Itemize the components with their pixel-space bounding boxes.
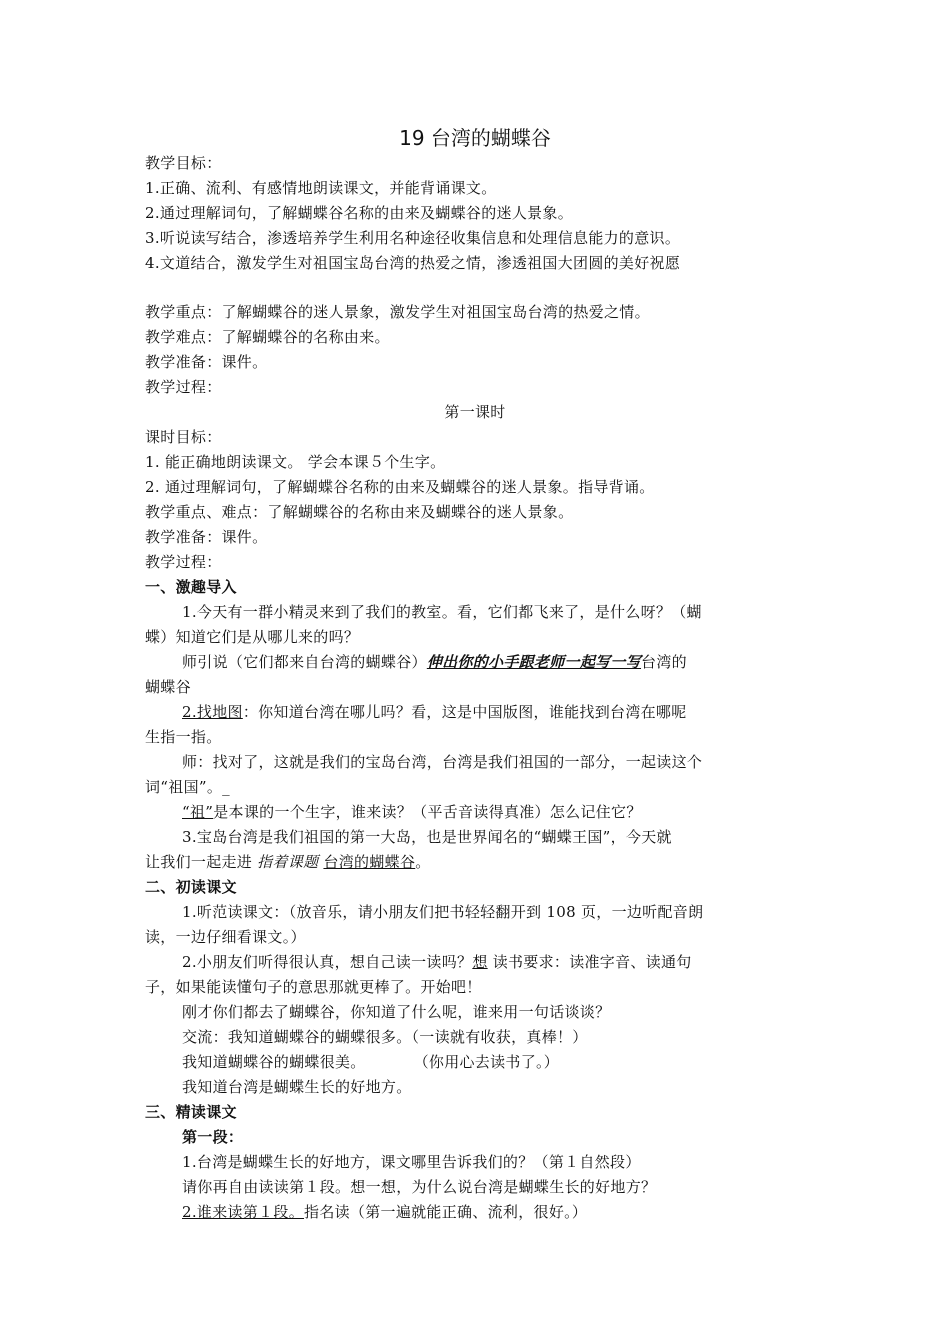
text-run: （你用心去读书了。）: [413, 1053, 560, 1071]
lesson-key: 教学重点、难点：了解蝴蝶谷的名称由来及蝴蝶谷的迷人景象。: [145, 503, 574, 521]
difficulty: 教学难点：了解蝴蝶谷的名称由来。: [145, 328, 390, 346]
paragraph-line: 生指一指。: [145, 728, 222, 746]
text-run: 让我们一起走进: [145, 853, 258, 871]
paragraph-line: 请你再自由读读第１段。想一想，为什么说台湾是蝴蝶生长的好地方？: [182, 1178, 657, 1196]
lesson-title: 第一课时: [444, 403, 506, 421]
lesson-goal-line: 2. 通过理解词句，了解蝴蝶谷名称的由来及蝴蝶谷的迷人景象。指导背诵。: [145, 478, 655, 496]
section-heading: 二、初读课文: [145, 878, 237, 896]
text-run: 2.小朋友们听得很认真，想自己读一读吗？: [182, 953, 473, 971]
goals-heading: 教学目标：: [145, 154, 222, 172]
paragraph-line: [182, 700, 852, 724]
paragraph-line: 蝴蝶谷: [145, 678, 191, 696]
text-run: 是本课的一个生字，谁来读？（平舌音读得真准）怎么记住它？: [213, 803, 642, 821]
paragraph-line: [182, 1050, 852, 1074]
section-heading: 一、激趣导入: [145, 578, 237, 596]
paragraph-line: 蝶）知道它们是从哪儿来的吗？: [145, 628, 360, 646]
underlined-text: 2.找地图: [182, 703, 243, 721]
underlined-text: 台湾的蝴蝶谷: [323, 853, 416, 871]
paragraph-line: [182, 1200, 852, 1224]
text-run: 指名读（第一遍就能正确、流利，很好。）: [304, 1203, 588, 1221]
underlined-text: 2.谁来读第１段。: [182, 1203, 305, 1221]
paragraph-line: 交流：我知道蝴蝶谷的蝴蝶很多。（一读就有收获，真棒！）: [182, 1028, 588, 1046]
lesson-goal-line: 1. 能正确地朗读课文。 学会本课５个生字。: [145, 453, 446, 471]
goal-line: 3.听说读写结合，渗透培养学生利用名种途径收集信息和处理信息能力的意识。: [145, 229, 681, 247]
text-run: 我知道蝴蝶谷的蝴蝶很美。: [182, 1053, 366, 1071]
emphasis-text: 伸出你的小手跟老师一起写一写: [426, 653, 642, 671]
paragraph-line: 1.台湾是蝴蝶生长的好地方，课文哪里告诉我们的？（第１自然段）: [182, 1153, 641, 1171]
text-run: ：你知道台湾在哪儿吗？看，这是中国版图，谁能找到台湾在哪呢: [242, 703, 687, 721]
process-heading: 教学过程：: [145, 378, 222, 396]
section-heading: 三、精读课文: [145, 1103, 237, 1121]
paragraph-line: 词“祖国”。_: [145, 778, 230, 796]
paragraph-line: [182, 800, 852, 824]
goal-line: 2.通过理解词句，了解蝴蝶谷名称的由来及蝴蝶谷的迷人景象。: [145, 204, 574, 222]
subsection-heading: 第一段：: [182, 1128, 244, 1146]
underlined-text: “祖”: [182, 803, 214, 821]
preparation: 教学准备：课件。: [145, 353, 268, 371]
key-point: 教学重点：了解蝴蝶谷的迷人景象，激发学生对祖国宝岛台湾的热爱之情。: [145, 303, 650, 321]
lesson-prep: 教学准备：课件。: [145, 528, 268, 546]
underlined-text: 想: [472, 953, 488, 971]
paragraph-line: 子，如果能读懂句子的意思那就更棒了。开始吧！: [145, 978, 482, 996]
paragraph-line: 我知道台湾是蝴蝶生长的好地方。: [182, 1078, 412, 1096]
paragraph-line: [182, 950, 852, 974]
paragraph-line: 3.宝岛台湾是我们祖国的第一大岛，也是世界闻名的“蝴蝶王国”，今天就: [182, 828, 672, 846]
paragraph-line: 读，一边仔细看课文。）: [145, 928, 306, 946]
lesson-goals-heading: 课时目标：: [145, 428, 222, 446]
lesson-process: 教学过程：: [145, 553, 222, 571]
text-run: 台湾的: [641, 653, 687, 671]
paragraph-line: [145, 850, 815, 874]
paragraph-line: 刚才你们都去了蝴蝶谷，你知道了什么呢，谁来用一句话谈谈？: [182, 1003, 611, 1021]
document-title: 19 台湾的蝴蝶谷: [399, 126, 551, 150]
paragraph-line: [182, 650, 852, 674]
italic-text: 指着课题: [257, 853, 319, 871]
goal-line: 1.正确、流利、有感情地朗读课文，并能背诵课文。: [145, 179, 497, 197]
paragraph-line: 1.听范读课文：（放音乐，请小朋友们把书轻轻翻开到 108 页，一边听配音朗: [182, 903, 704, 921]
text-run: 读书要求：读准字音、读通句: [487, 953, 692, 971]
paragraph-line: 师：找对了，这就是我们的宝岛台湾，台湾是我们祖国的一部分，一起读这个: [182, 753, 703, 771]
paragraph-line: 1.今天有一群小精灵来到了我们的教室。看，它们都飞来了，是什么呀？（蝴: [182, 603, 702, 621]
text-run: 。: [415, 853, 431, 871]
text-run: 师引说（它们都来自台湾的蝴蝶谷）: [182, 653, 427, 671]
goal-line: 4.文道结合，激发学生对祖国宝岛台湾的热爱之情，渗透祖国大团圆的美好祝愿: [145, 254, 681, 272]
